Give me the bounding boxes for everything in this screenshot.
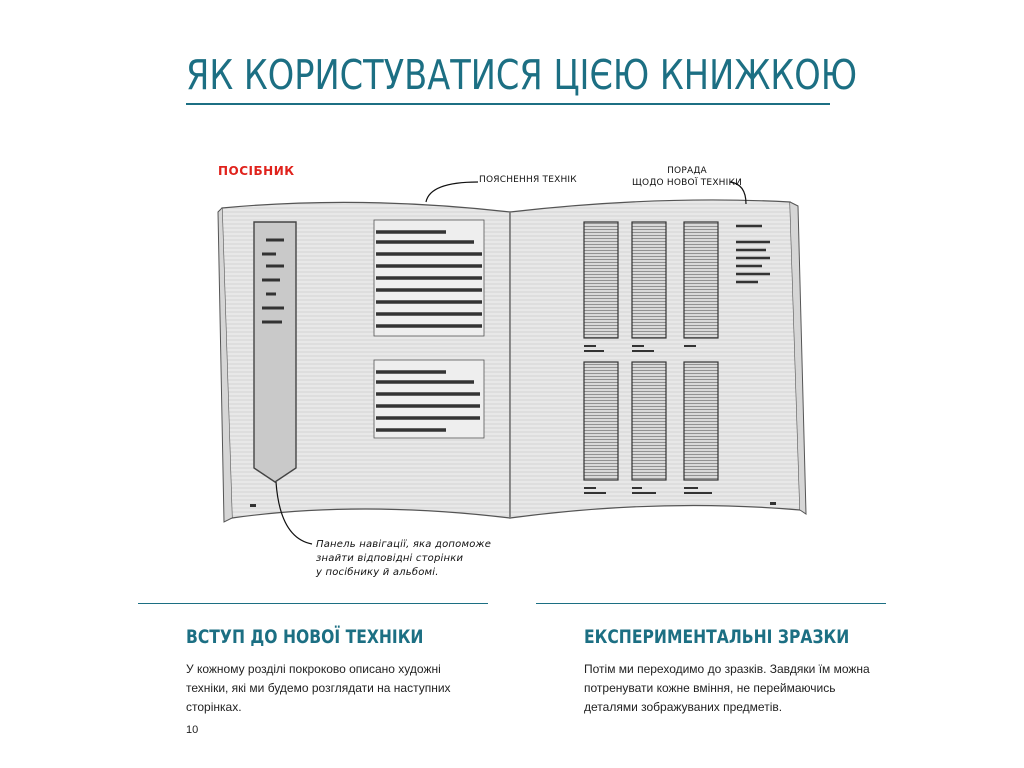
callout-tip <box>632 165 742 189</box>
callout-nav-line2: знайти відповідні сторінки <box>316 553 464 564</box>
section-rule <box>138 603 488 604</box>
callout-tip-line1: ПОРАДА <box>667 166 707 176</box>
section-samples <box>536 603 886 717</box>
callout-line-techniques <box>426 182 478 202</box>
page-title: ЯК КОРИСТУВАТИСЯ ЦІЄЮ КНИЖКОЮ <box>186 51 858 99</box>
guide-label: ПОСІБНИК <box>218 164 295 178</box>
callout-nav-line3: у посібнику й альбомі. <box>316 567 439 578</box>
section-body: У кожному розділі покроково описано художні техніки, які ми будемо розглядати на наступних сторінках. <box>186 662 451 714</box>
callout-tip-line2: ЩОДО НОВОЇ ТЕХНІКИ <box>632 178 743 188</box>
section-rule <box>536 603 886 604</box>
callout-navigation <box>316 538 491 580</box>
callout-techniques: ПОЯСНЕННЯ ТЕХНІК <box>479 175 577 185</box>
section-body: Потім ми переходимо до зразків. Завдяки їм можна потренувати кожне вміння, не переймаючись деталями зображуваних предметів. <box>584 662 870 714</box>
callout-nav-line1: Панель навігації, яка допоможе <box>316 539 492 550</box>
section-heading: ВСТУП ДО НОВОЇ ТЕХНІКИ <box>186 626 424 648</box>
title-rule <box>186 103 830 105</box>
navigation-panel <box>254 222 296 482</box>
section-heading: ЕКСПЕРИМЕНТАЛЬНІ ЗРАЗКИ <box>584 626 850 648</box>
open-book-illustration <box>210 150 830 590</box>
section-intro <box>138 603 488 717</box>
page-number: 10 <box>186 724 199 736</box>
